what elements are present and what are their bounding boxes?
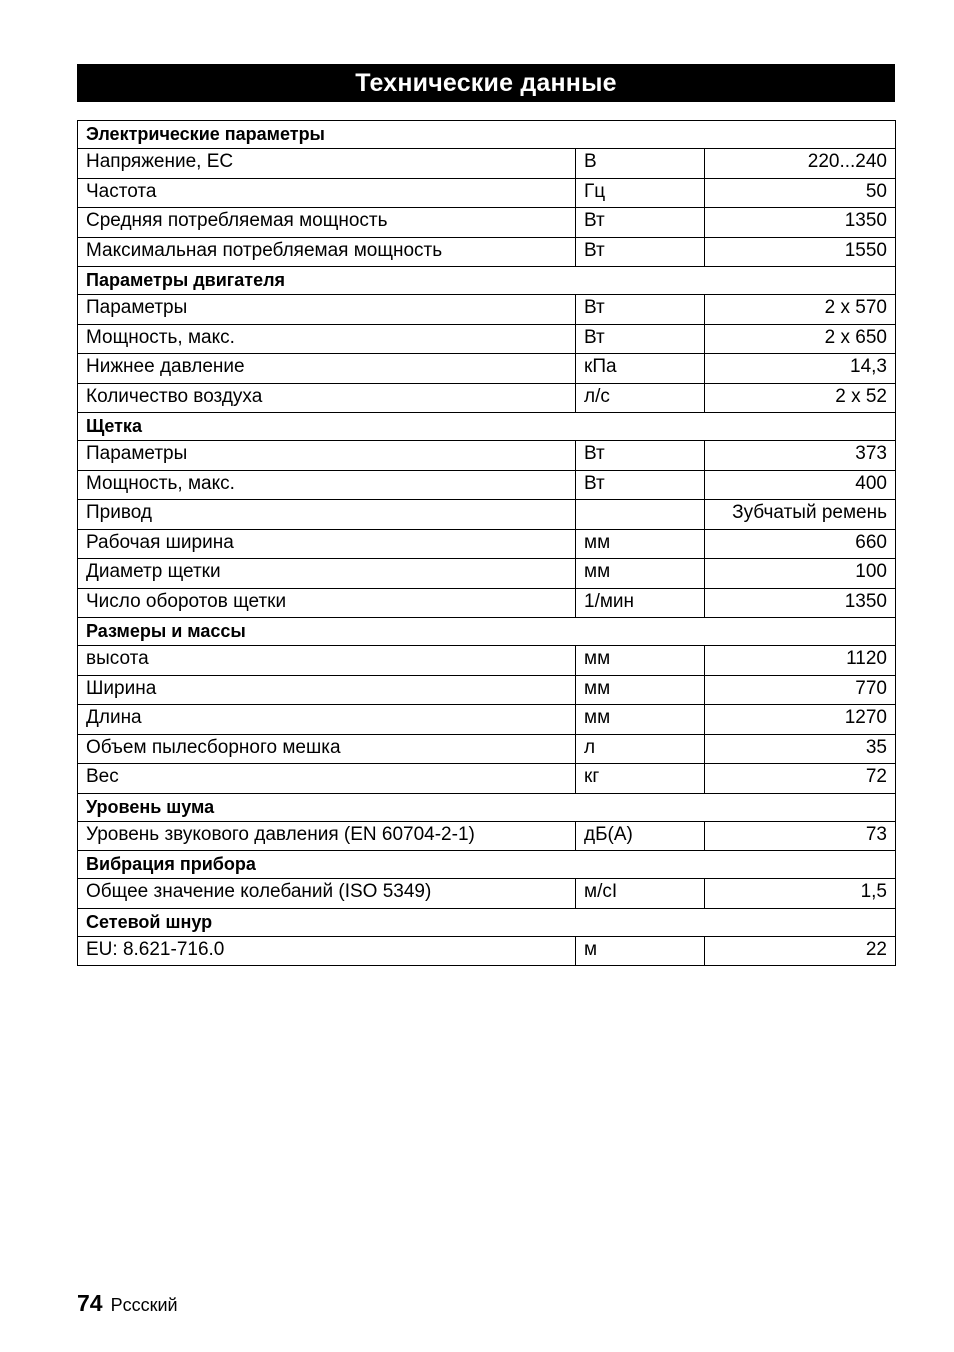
language-label: Pcсский: [110, 1295, 178, 1315]
table-row: [78, 295, 896, 325]
table-row: [78, 208, 896, 238]
parameter-value: 2 x 52: [705, 383, 896, 413]
parameter-value: 1,5: [705, 879, 896, 909]
table-row: [78, 500, 896, 530]
parameter-unit: мм: [576, 705, 705, 735]
parameter-label: Ширина: [78, 675, 576, 705]
table-row: [78, 529, 896, 559]
table-row: [78, 149, 896, 179]
parameter-unit: мм: [576, 559, 705, 589]
parameter-label: Уровень звукового давления (EN 60704-2-1): [78, 821, 576, 851]
table-row: [78, 470, 896, 500]
parameter-label: EU: 8.621-716.0: [78, 936, 576, 966]
parameter-value: Зубчатый ремень: [705, 500, 896, 530]
section-title: Размеры и массы: [78, 618, 896, 646]
table-row: [78, 879, 896, 909]
parameter-label: Частота: [78, 178, 576, 208]
parameter-value: 373: [705, 441, 896, 471]
technical-data-table: [77, 120, 896, 966]
parameter-label: Максимальная потребляемая мощность: [78, 237, 576, 267]
parameter-value: 35: [705, 734, 896, 764]
parameter-value: 660: [705, 529, 896, 559]
parameter-unit: кПа: [576, 354, 705, 384]
parameter-unit: л/с: [576, 383, 705, 413]
parameter-value: 770: [705, 675, 896, 705]
section-title: Щетка: [78, 413, 896, 441]
parameter-unit: Гц: [576, 178, 705, 208]
parameter-value: 50: [705, 178, 896, 208]
parameter-value: 2 x 570: [705, 295, 896, 325]
section-header-row: [78, 908, 896, 936]
parameter-value: 1270: [705, 705, 896, 735]
parameter-label: Вес: [78, 764, 576, 794]
section-title: Уровень шума: [78, 793, 896, 821]
parameter-unit: мм: [576, 646, 705, 676]
parameter-label: Напряжение, ЕС: [78, 149, 576, 179]
parameter-unit: Вт: [576, 441, 705, 471]
parameter-value: 100: [705, 559, 896, 589]
table-row: [78, 559, 896, 589]
section-header-row: [78, 413, 896, 441]
parameter-unit: л: [576, 734, 705, 764]
parameter-unit: мм: [576, 529, 705, 559]
table-row: [78, 705, 896, 735]
parameter-label: Привод: [78, 500, 576, 530]
table-row: [78, 588, 896, 618]
section-title: Сетевой шнур: [78, 908, 896, 936]
table-row: [78, 646, 896, 676]
table-row: [78, 734, 896, 764]
section-header-row: [78, 793, 896, 821]
page-number: 74: [77, 1290, 103, 1316]
section-header-row: [78, 121, 896, 149]
parameter-label: Число оборотов щетки: [78, 588, 576, 618]
table-row: [78, 383, 896, 413]
parameter-label: Объем пылесборного мешка: [78, 734, 576, 764]
parameter-label: Длина: [78, 705, 576, 735]
technical-data-table-body: [78, 121, 896, 966]
table-row: [78, 178, 896, 208]
table-row: [78, 936, 896, 966]
parameter-unit: кг: [576, 764, 705, 794]
parameter-unit: [576, 500, 705, 530]
page-footer: [77, 1290, 178, 1317]
parameter-unit: Вт: [576, 237, 705, 267]
parameter-value: 1120: [705, 646, 896, 676]
section-header-row: [78, 618, 896, 646]
parameter-label: высота: [78, 646, 576, 676]
parameter-unit: Вт: [576, 324, 705, 354]
parameter-value: 1550: [705, 237, 896, 267]
table-row: [78, 324, 896, 354]
parameter-value: 73: [705, 821, 896, 851]
parameter-value: 1350: [705, 208, 896, 238]
parameter-unit: Вт: [576, 470, 705, 500]
parameter-value: 14,3: [705, 354, 896, 384]
table-row: [78, 237, 896, 267]
parameter-label: Мощность, макс.: [78, 470, 576, 500]
parameter-label: Параметры: [78, 441, 576, 471]
section-title: Вибрация прибора: [78, 851, 896, 879]
parameter-unit: дБ(А): [576, 821, 705, 851]
parameter-unit: 1/мин: [576, 588, 705, 618]
parameter-label: Средняя потребляемая мощность: [78, 208, 576, 238]
section-header-row: [78, 267, 896, 295]
parameter-label: Параметры: [78, 295, 576, 325]
parameter-unit: Вт: [576, 208, 705, 238]
page-title: Технические данные: [77, 64, 895, 102]
parameter-value: 72: [705, 764, 896, 794]
table-row: [78, 764, 896, 794]
table-row: [78, 821, 896, 851]
section-title: Электрические параметры: [78, 121, 896, 149]
parameter-label: Нижнее давление: [78, 354, 576, 384]
parameter-unit: В: [576, 149, 705, 179]
parameter-value: 2 x 650: [705, 324, 896, 354]
parameter-value: 22: [705, 936, 896, 966]
table-row: [78, 441, 896, 471]
parameter-value: 220...240: [705, 149, 896, 179]
parameter-label: Рабочая ширина: [78, 529, 576, 559]
table-row: [78, 354, 896, 384]
parameter-label: Диаметр щетки: [78, 559, 576, 589]
parameter-unit: м: [576, 936, 705, 966]
parameter-value: 400: [705, 470, 896, 500]
parameter-unit: Вт: [576, 295, 705, 325]
parameter-label: Мощность, макс.: [78, 324, 576, 354]
section-title: Параметры двигателя: [78, 267, 896, 295]
parameter-label: Общее значение колебаний (ISO 5349): [78, 879, 576, 909]
section-header-row: [78, 851, 896, 879]
parameter-unit: м/сI: [576, 879, 705, 909]
parameter-label: Количество воздуха: [78, 383, 576, 413]
parameter-value: 1350: [705, 588, 896, 618]
table-row: [78, 675, 896, 705]
parameter-unit: мм: [576, 675, 705, 705]
